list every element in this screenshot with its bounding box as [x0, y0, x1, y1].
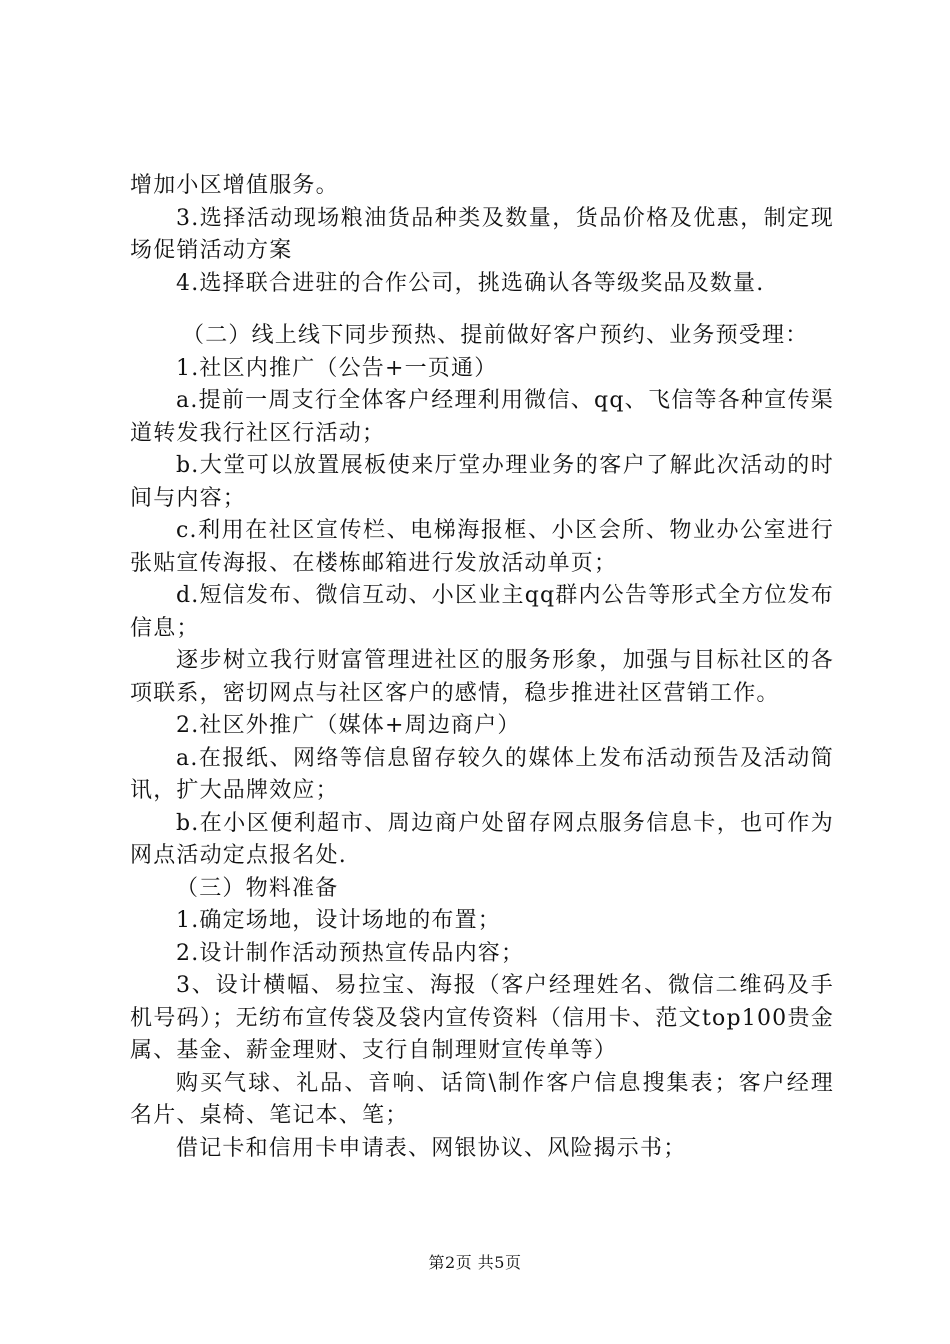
- paragraph: 1.确定场地，设计场地的布置；: [176, 908, 501, 933]
- page-number-footer: 第2页 共5页: [428, 1253, 522, 1272]
- paragraph: 3、设计横幅、易拉宝、海报（客户经理姓名、微信二维码及手机号码）；无纺布宣传袋及袋内宣传资料（信用卡、范文top100贵金属、基金、薪金理财、支行自制理财宣传单等）: [130, 973, 834, 1063]
- paragraph: 2.设计制作活动预热宣传品内容；: [176, 940, 525, 966]
- paragraph: 购买气球、礼品、音响、话筒\制作客户信息搜集表；客户经理名片、桌椅、笔记本、笔；: [130, 1070, 834, 1128]
- paragraph: 借记卡和信用卡申请表、网银协议、风险揭示书；: [176, 1135, 687, 1161]
- paragraph: 逐步树立我行财富管理进社区的服务形象，加强与目标社区的各项联系，密切网点与社区客户的感情，稳步推进社区营销工作。: [130, 648, 834, 706]
- paragraph: 3.选择活动现场粮油货品种类及数量，货品价格及优惠，制定现场促销活动方案: [130, 205, 834, 263]
- section-heading: （三）物料准备: [176, 875, 339, 901]
- paragraph: b.在小区便利超市、周边商户处留存网点服务信息卡，也可作为网点活动定点报名处.: [130, 810, 834, 868]
- paragraph: a.在报纸、网络等信息留存较久的媒体上发布活动预告及活动简讯，扩大品牌效应；: [130, 745, 834, 803]
- section-heading: （二）线上线下同步预热、提前做好客户预约、业务预受理：: [182, 323, 809, 348]
- paragraph: c.利用在社区宣传栏、电梯海报框、小区会所、物业办公室进行张贴宣传海报、在楼栋邮箱进行发放活动单页；: [130, 518, 834, 576]
- paragraph: 4.选择联合进驻的合作公司，挑选确认各等级奖品及数量.: [176, 270, 765, 296]
- document-body: [130, 170, 834, 1165]
- paragraph: b.大堂可以放置展板使来厅堂办理业务的客户了解此次活动的时间与内容；: [130, 453, 834, 511]
- paragraph: 1.社区内推广（公告+一页通）: [176, 355, 498, 381]
- paragraph-spacer: [130, 300, 834, 320]
- paragraph: 增加小区增值服务。: [130, 173, 339, 198]
- paragraph: 2.社区外推广（媒体+周边商户）: [176, 713, 521, 738]
- paragraph: a.提前一周支行全体客户经理利用微信、qq、飞信等各种宣传渠道转发我行社区行活动；: [130, 388, 834, 446]
- paragraph: d.短信发布、微信互动、小区业主qq群内公告等形式全方位发布信息；: [130, 583, 834, 641]
